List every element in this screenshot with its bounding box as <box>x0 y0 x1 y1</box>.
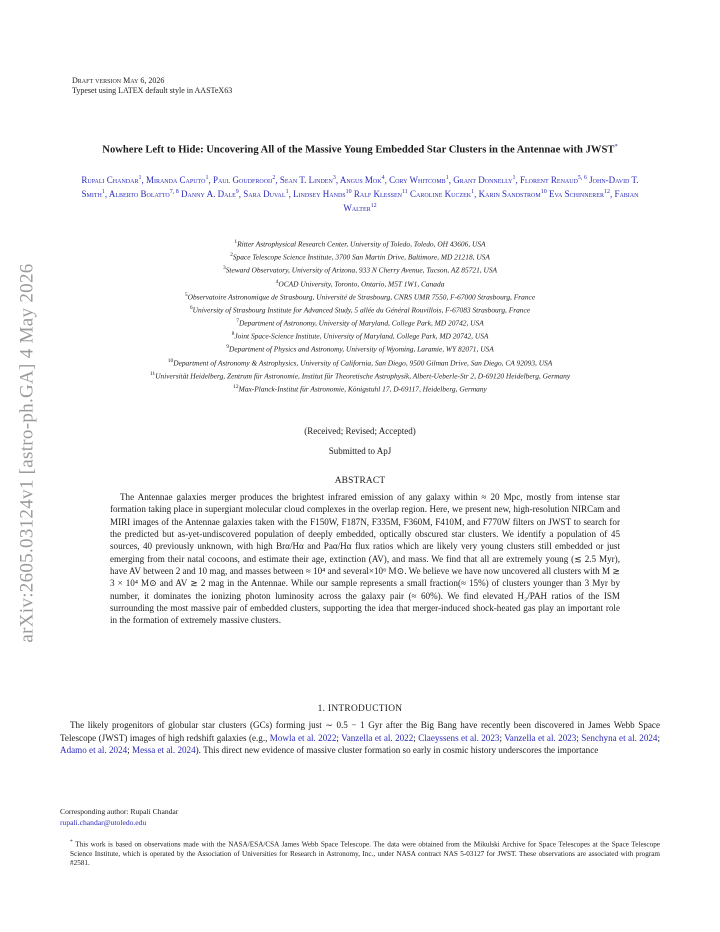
affiliation-number: 2 <box>230 252 233 259</box>
author-entry[interactable] <box>549 189 614 199</box>
author-list <box>70 172 650 214</box>
author-affiliation-mark: 10 <box>540 189 547 195</box>
author-affiliation-mark: 3 <box>332 175 336 181</box>
author-entry[interactable] <box>340 175 389 185</box>
affiliation-text: Max-Planck-Institut für Astronomie, Königstuhl 17, D-69117, Heidelberg, Germany <box>238 384 487 394</box>
author-entry[interactable] <box>243 189 293 199</box>
citation-link[interactable]: Senchyna et al. 2024 <box>581 732 658 743</box>
corresponding-author-block <box>60 806 178 828</box>
author-name: John-David T. Smith <box>81 175 639 199</box>
citation-link[interactable]: Vanzella et al. 2023 <box>504 732 577 743</box>
affiliation-line <box>60 316 660 329</box>
author-affiliation-mark: 1 <box>445 175 449 181</box>
author-name: Paul Goudfrooij <box>212 175 273 185</box>
affiliation-line <box>60 382 660 395</box>
author-separator: , <box>141 175 146 185</box>
author-separator: , <box>515 175 520 185</box>
affiliation-text: Universität Heidelberg, Zentrum für Astronomie, Institut für Theoretische Astrophysik, Albert-Ueberle-Str 2, D-69120 Heidelberg, Germany <box>155 371 571 381</box>
affiliation-number: 7 <box>236 318 240 325</box>
arxiv-identifier-text: arXiv:2605.03124v1 [astro-ph.GA] 4 May 2026 <box>17 263 38 643</box>
author-separator: , <box>384 175 390 185</box>
citation-link[interactable]: Vanzella et al. 2022 <box>341 732 414 743</box>
author-name: Rupali Chandar <box>81 175 139 185</box>
affiliation-text: Department of Physics and Astronomy, University of Wyoming, Laramie, WY 82071, USA <box>229 344 494 354</box>
citation-link[interactable]: Mowla et al. 2022 <box>269 732 337 743</box>
intro-text-start: The likely progenitors of globular star clusters (GCs) forming just ∼ 0.5 − 1 Gyr after the Big Bang have recently been discovered in James Webb Space Telescope (JWST) images of high redshift galaxies (e.g., <box>60 720 660 743</box>
submitted-journal: Submitted to ApJ <box>328 446 392 456</box>
author-name: Fabian Walter <box>343 189 639 213</box>
author-separator: , <box>275 175 280 185</box>
received-dates: (Received; Revised; Accepted) <box>304 426 416 436</box>
abstract-body: The Antennae galaxies merger produces the brightest infrared emission of any galaxy within ≈ 20 Mpc, mostly from intense star formation taking place in supergiant molecular cloud complexes in the overlap region. Here, we present new, high-resolution NIRCam and MIRI images of the Antennae galaxies taken with the F150W, F187N, F335M, F360M, F410M, and F770W filters on JWST to search for the predicted but as-yet-undiscovered population of deeply embedded, optically obscured star clusters. We identify a population of 45 sources, 40 previously unknown, with high Brα/Hα and Paα/Hα flux ratios which are likely very young clusters still embedded or just emerging from their natal cocoons, and estimate their age, extinction (AV), and mass. We find that all are extremely young (≲ 2.5 Myr), have AV between 2 and 10 mag, and masses between ≈ 10⁴ and several×10⁶ M⊙. We believe we have now uncovered all clusters with M ≳ 3 × 10⁴ M⊙ and AV ≳ 2 mag in the Antennae. While our sample represents a small fraction(≈ 15%) of clusters younger than 3 Myr by number, it dominates the ionizing photon luminosity across the galaxy pair (≈ 60%). We find elevated H₂/PAH ratios of the ISM surrounding the most massive pair of embedded clusters, supporting the idea that merger-induced shock-heated gas play an important role in the formation of extremely massive clusters. <box>110 492 620 626</box>
citation-link[interactable]: Messa et al. 2024 <box>132 745 196 756</box>
author-name: Cory Whitcomb <box>389 175 446 185</box>
author-name: Angus Mok <box>339 175 382 185</box>
author-entry[interactable] <box>520 175 589 185</box>
author-affiliation-mark: 7, 8 <box>169 189 179 195</box>
affiliation-list <box>60 237 660 395</box>
author-separator: , <box>288 189 294 199</box>
footnote-text: This work is based on observations made with the NASA/ESA/CSA James Webb Space Telescope. The data were obtained from the Mikulski Archive for Space Telescopes at the Space Telescope Science Institute, which is operated by the Association of Universities for Research in Astronomy, Inc., under NASA contract NAS 5-03127 for JWST. These observations are associated with program #2581. <box>70 840 660 868</box>
author-affiliation-mark: 9 <box>235 189 239 195</box>
author-name: Caroline Kuczek <box>410 189 472 199</box>
author-name: Karin Sandstrom <box>478 189 541 199</box>
author-name: Alberto Bolatto <box>108 189 170 199</box>
author-name: Ralf Klessen <box>353 189 402 199</box>
affiliation-number: 6 <box>189 304 193 311</box>
affiliation-number: 10 <box>167 357 174 364</box>
author-name: Grant Donnelly <box>453 175 513 185</box>
affiliation-text: Steward Observatory, University of Arizona, 933 N Cherry Avenue, Tucson, AZ 85721, USA <box>225 265 498 275</box>
author-separator: , <box>208 175 213 185</box>
affiliation-line <box>60 342 660 355</box>
author-separator: , <box>104 189 109 199</box>
author-entry[interactable] <box>389 175 453 185</box>
author-entry[interactable] <box>293 189 354 199</box>
author-separator: , <box>474 189 479 199</box>
author-affiliation-mark: 4 <box>381 175 385 181</box>
author-affiliation-mark: 1 <box>205 175 209 181</box>
author-entry[interactable] <box>146 175 213 185</box>
footnote-mark: * <box>70 839 73 845</box>
introduction-body <box>60 719 660 757</box>
author-name: Miranda Caputo <box>145 175 206 185</box>
author-affiliation-mark: 1 <box>101 189 105 195</box>
author-entry[interactable] <box>181 189 243 199</box>
title-footnote <box>70 838 660 869</box>
author-entry[interactable] <box>479 189 549 199</box>
author-name: Florent Renaud <box>520 175 578 185</box>
affiliation-line <box>60 369 660 382</box>
affiliation-text: Ritter Astrophysical Research Center, University of Toledo, Toledo, OH 43606, USA <box>237 239 486 249</box>
author-entry[interactable] <box>453 175 520 185</box>
affiliation-text: Observatoire Astronomique de Strasbourg, Université de Strasbourg, CNRS UMR 7550, F-67000 Strasbourg, France <box>187 292 536 302</box>
corresponding-author-email[interactable]: rupali.chandar@utoledo.edu <box>60 818 147 827</box>
affiliation-number: 5 <box>184 291 188 298</box>
affiliation-line <box>60 290 660 303</box>
affiliation-text: Joint Space-Science Institute, University of Maryland, College Park, MD 20742, USA <box>234 331 489 341</box>
author-entry[interactable] <box>81 175 146 185</box>
affiliation-text: Department of Astronomy, University of Maryland, College Park, MD 20742, USA <box>239 318 484 328</box>
author-affiliation-mark: 5, 6 <box>577 175 587 181</box>
preprint-header <box>72 76 232 96</box>
intro-citations: Mowla et al. 2022; Vanzella et al. 2022; Claeyssens et al. 2023; Vanzella et al. 2023; Senchyna et al. 2024; Adamo et al. 2024; Messa et al. 2024 <box>60 732 660 756</box>
intro-text-end: ). This direct new evidence of massive cluster formation so early in cosmic history underscores the importance <box>195 745 599 756</box>
author-entry[interactable] <box>213 175 280 185</box>
abstract-heading: ABSTRACT <box>334 476 386 486</box>
affiliation-line <box>60 237 660 250</box>
author-affiliation-mark: 10 <box>345 189 352 195</box>
author-name: Sean T. Linden <box>279 175 333 185</box>
author-affiliation-mark: 11 <box>402 189 408 195</box>
paper-title <box>80 140 640 157</box>
affiliation-text: Department of Astronomy & Astrophysics, University of California, San Diego, 9500 Gilman Drive, San Diego, CA 92093, USA <box>173 358 553 368</box>
author-affiliation-mark: 1 <box>471 189 475 195</box>
affiliation-number: 8 <box>231 331 235 338</box>
paper-title-text: Nowhere Left to Hide: Uncovering All of the Massive Young Embedded Star Clusters in the Antennae with JWST <box>102 144 615 156</box>
author-entry[interactable] <box>109 189 181 199</box>
author-affiliation-mark: 1 <box>512 175 516 181</box>
author-affiliation-mark: 1 <box>138 175 142 181</box>
affiliation-line <box>60 329 660 342</box>
author-affiliation-mark: 1 <box>285 189 289 195</box>
author-entry[interactable] <box>354 189 410 199</box>
author-separator: , <box>448 175 454 185</box>
author-affiliation-mark: 2 <box>272 175 276 181</box>
affiliation-text: OCAD University, Toronto, Ontario, M5T 1W1, Canada <box>278 278 445 288</box>
introduction-heading: 1. INTRODUCTION <box>317 704 403 714</box>
title-footnote-mark[interactable]: * <box>614 143 618 150</box>
affiliation-number: 1 <box>234 239 238 245</box>
affiliation-line <box>60 250 660 263</box>
affiliation-text: University of Strasbourg Institute for Advanced Study, 5 allée du Général Rouvillois, F-67083 Strasbourg, France <box>192 305 531 315</box>
author-name: Lindsey Hands <box>293 189 346 199</box>
author-name: Danny A. Dale <box>180 189 236 199</box>
affiliation-text: Space Telescope Science Institute, 3700 San Martin Drive, Baltimore, MD 21218, USA <box>232 252 490 262</box>
author-separator: , <box>335 175 340 185</box>
affiliation-line <box>60 303 660 316</box>
author-affiliation-mark: 12 <box>603 189 610 195</box>
author-name: Eva Schinnerer <box>548 189 604 199</box>
affiliation-line <box>60 277 660 290</box>
affiliation-number: 9 <box>226 344 229 351</box>
corresponding-author-label: Corresponding author: Rupali Chandar <box>60 807 179 816</box>
author-entry[interactable] <box>410 189 479 199</box>
affiliation-number: 12 <box>233 383 239 390</box>
author-separator: , <box>238 189 244 199</box>
typeset-line: Typeset using LATEX default style in AASTeX63 <box>72 86 233 95</box>
affiliation-line <box>60 356 660 369</box>
affiliation-number: 3 <box>222 265 226 272</box>
author-entry[interactable] <box>280 175 340 185</box>
affiliation-number: 4 <box>275 278 279 285</box>
author-affiliation-mark: 12 <box>370 203 377 209</box>
affiliation-line <box>60 263 660 276</box>
author-name: Sara Duval <box>243 189 286 199</box>
citation-link[interactable]: Claeyssens et al. 2023 <box>418 732 500 743</box>
affiliation-number: 11 <box>149 370 156 377</box>
citation-link[interactable]: Adamo et al. 2024 <box>60 745 128 756</box>
author-separator: , <box>609 189 615 199</box>
draft-version-line: Draft version May 6, 2026 <box>72 76 165 85</box>
